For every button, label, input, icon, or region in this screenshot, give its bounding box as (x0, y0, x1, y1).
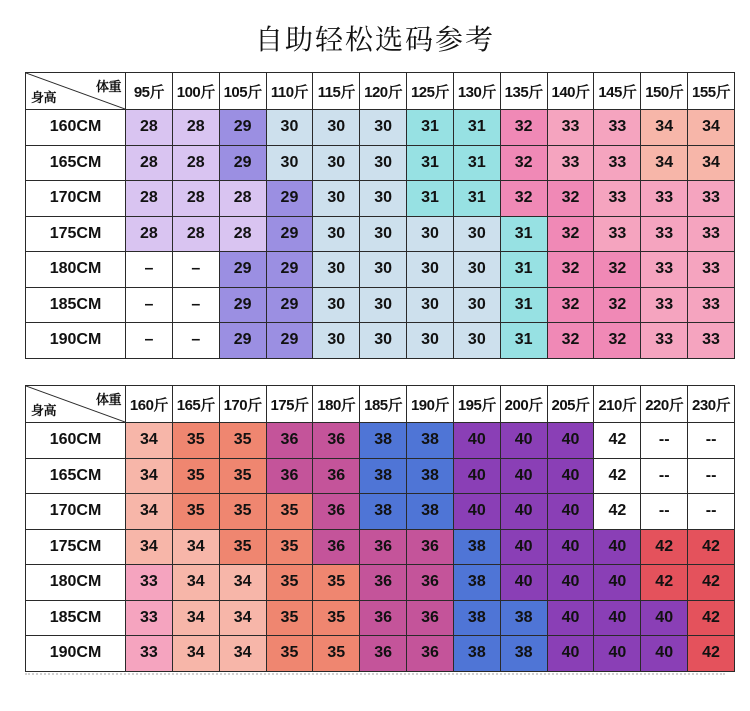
size-cell: 33 (126, 636, 173, 672)
size-cell: – (172, 252, 219, 288)
size-cell: 40 (547, 423, 594, 459)
size-cell: 33 (594, 181, 641, 217)
size-cell: 38 (453, 636, 500, 672)
size-cell: 40 (547, 529, 594, 565)
size-cell: 34 (126, 494, 173, 530)
table-row (26, 600, 735, 636)
size-cell: 30 (313, 323, 360, 359)
size-cell: 28 (126, 216, 173, 252)
size-cell: 36 (313, 458, 360, 494)
size-cell: 32 (594, 252, 641, 288)
weight-column-header: 210斤 (594, 386, 641, 423)
weight-column-header: 130斤 (453, 73, 500, 110)
size-cell: 28 (219, 216, 266, 252)
height-row-header: 175CM (26, 216, 126, 252)
weight-column-header: 125斤 (407, 73, 454, 110)
size-cell: 36 (313, 423, 360, 459)
table-row (26, 323, 735, 359)
size-cell: 33 (547, 145, 594, 181)
size-cell: 42 (688, 600, 735, 636)
size-cell: 36 (407, 600, 454, 636)
size-cell: 31 (500, 216, 547, 252)
size-cell: 40 (547, 600, 594, 636)
size-cell: 30 (453, 252, 500, 288)
size-cell: 36 (360, 529, 407, 565)
size-cell: 29 (266, 252, 313, 288)
size-cell: 30 (313, 110, 360, 146)
height-row-header: 180CM (26, 565, 126, 601)
size-cell: 31 (407, 181, 454, 217)
size-cell: 42 (641, 529, 688, 565)
corner-label-weight: 体重 (95, 79, 121, 94)
size-cell: 38 (360, 494, 407, 530)
weight-column-header: 105斤 (219, 73, 266, 110)
size-cell: 30 (360, 181, 407, 217)
weight-column-header: 205斤 (547, 386, 594, 423)
size-cell: 32 (547, 323, 594, 359)
size-cell: 40 (594, 636, 641, 672)
corner-cell (26, 73, 126, 110)
size-cell: 34 (219, 565, 266, 601)
size-cell: 28 (172, 216, 219, 252)
size-cell: 33 (688, 323, 735, 359)
height-row-header: 170CM (26, 181, 126, 217)
height-row-header: 180CM (26, 252, 126, 288)
size-cell: 29 (266, 287, 313, 323)
size-cell: 35 (172, 458, 219, 494)
corner-label-weight: 体重 (95, 392, 121, 407)
size-cell: 35 (172, 423, 219, 459)
size-cell: 33 (641, 287, 688, 323)
size-cell: 38 (407, 494, 454, 530)
weight-column-header: 110斤 (266, 73, 313, 110)
size-cell: 33 (594, 145, 641, 181)
weight-column-header: 95斤 (126, 73, 173, 110)
size-cell: 36 (360, 600, 407, 636)
size-cell: 34 (126, 423, 173, 459)
size-cell: 32 (500, 145, 547, 181)
size-cell: 33 (594, 110, 641, 146)
size-cell: 32 (594, 287, 641, 323)
size-cell: – (172, 287, 219, 323)
size-cell: 34 (641, 145, 688, 181)
height-row-header: 190CM (26, 636, 126, 672)
size-cell: 34 (126, 529, 173, 565)
weight-column-header: 150斤 (641, 73, 688, 110)
size-cell: 40 (453, 494, 500, 530)
size-cell: 35 (219, 494, 266, 530)
size-cell: 40 (641, 600, 688, 636)
size-cell: – (126, 252, 173, 288)
size-cell: -- (688, 423, 735, 459)
size-cell: 33 (641, 181, 688, 217)
size-cell: 29 (266, 181, 313, 217)
size-cell: 30 (266, 110, 313, 146)
size-cell: 34 (219, 636, 266, 672)
size-cell: 29 (219, 145, 266, 181)
weight-column-header: 155斤 (688, 73, 735, 110)
size-cell: 29 (219, 287, 266, 323)
size-cell: 40 (547, 494, 594, 530)
size-cell: 30 (360, 110, 407, 146)
size-cell: -- (641, 458, 688, 494)
size-cell: 35 (313, 565, 360, 601)
size-cell: 35 (172, 494, 219, 530)
size-cell: -- (688, 458, 735, 494)
size-cell: 30 (313, 145, 360, 181)
size-cell: -- (641, 423, 688, 459)
weight-column-header: 135斤 (500, 73, 547, 110)
size-cell: 33 (688, 287, 735, 323)
size-cell: 38 (453, 529, 500, 565)
table-row (26, 252, 735, 288)
size-cell: 34 (641, 110, 688, 146)
size-cell: 42 (688, 565, 735, 601)
size-cell: 38 (453, 600, 500, 636)
size-cell: 40 (547, 636, 594, 672)
page-title: 自助轻松选码参考 (254, 23, 495, 56)
size-cell: 40 (453, 423, 500, 459)
size-cell: 32 (547, 252, 594, 288)
size-cell: 32 (547, 287, 594, 323)
weight-column-header: 180斤 (313, 386, 360, 423)
size-cell: 34 (688, 110, 735, 146)
size-cell: 35 (266, 529, 313, 565)
table-row (26, 216, 735, 252)
size-cell: 30 (266, 145, 313, 181)
size-cell: 28 (126, 110, 173, 146)
table-row (26, 181, 735, 217)
size-cell: 29 (219, 323, 266, 359)
table-row (26, 636, 735, 672)
corner-label-height: 身高 (31, 403, 57, 418)
table-row (26, 423, 735, 459)
table-header-row (26, 73, 735, 110)
size-cell: 42 (641, 565, 688, 601)
size-cell: 30 (360, 287, 407, 323)
size-cell: 40 (641, 636, 688, 672)
size-cell: 30 (313, 287, 360, 323)
size-cell: 30 (313, 216, 360, 252)
size-cell: 40 (547, 458, 594, 494)
size-cell: 28 (219, 181, 266, 217)
size-cell: 32 (547, 216, 594, 252)
corner-cell (26, 386, 126, 423)
size-cell: -- (641, 494, 688, 530)
table-row (26, 145, 735, 181)
size-cell: 31 (500, 287, 547, 323)
height-row-header: 165CM (26, 145, 126, 181)
size-cell: 38 (500, 600, 547, 636)
size-cell: 35 (219, 529, 266, 565)
size-cell: 34 (219, 600, 266, 636)
size-cell: 29 (266, 323, 313, 359)
size-cell: 33 (594, 216, 641, 252)
size-cell: 29 (219, 110, 266, 146)
size-cell: 33 (688, 252, 735, 288)
size-cell: 36 (407, 565, 454, 601)
size-cell: 30 (313, 181, 360, 217)
height-row-header: 185CM (26, 287, 126, 323)
size-cell: 28 (172, 145, 219, 181)
weight-column-header: 190斤 (407, 386, 454, 423)
size-cell: 40 (547, 565, 594, 601)
weight-column-header: 230斤 (688, 386, 735, 423)
size-cell: 40 (594, 529, 641, 565)
size-cell: 35 (266, 494, 313, 530)
size-cell: 30 (360, 216, 407, 252)
size-cell: 40 (453, 458, 500, 494)
weight-column-header: 170斤 (219, 386, 266, 423)
size-cell: 33 (126, 565, 173, 601)
size-cell: 42 (594, 423, 641, 459)
size-cell: 28 (172, 181, 219, 217)
size-cell: 40 (594, 565, 641, 601)
size-cell: 34 (172, 565, 219, 601)
table-row (26, 565, 735, 601)
table-row (26, 529, 735, 565)
size-cell: 33 (126, 600, 173, 636)
height-row-header: 185CM (26, 600, 126, 636)
size-cell: 30 (453, 216, 500, 252)
size-cell: 35 (266, 636, 313, 672)
size-cell: 40 (500, 423, 547, 459)
size-cell: 31 (407, 145, 454, 181)
weight-column-header: 175斤 (266, 386, 313, 423)
size-cell: 34 (172, 636, 219, 672)
size-cell: 30 (407, 323, 454, 359)
size-cell: 36 (407, 529, 454, 565)
size-cell: 28 (126, 181, 173, 217)
size-cell: 36 (360, 565, 407, 601)
height-row-header: 170CM (26, 494, 126, 530)
table-row (26, 287, 735, 323)
size-cell: 32 (500, 110, 547, 146)
size-cell: 28 (126, 145, 173, 181)
size-cell: 42 (688, 636, 735, 672)
size-cell: -- (688, 494, 735, 530)
size-chart-table-2 (25, 385, 735, 672)
size-cell: 29 (266, 216, 313, 252)
size-cell: 40 (500, 529, 547, 565)
cropped-footer-strip (25, 673, 725, 679)
size-cell: 34 (688, 145, 735, 181)
size-cell: 34 (172, 529, 219, 565)
size-cell: 38 (500, 636, 547, 672)
size-cell: – (126, 287, 173, 323)
size-cell: 30 (407, 287, 454, 323)
size-cell: 33 (641, 323, 688, 359)
size-cell: 35 (266, 600, 313, 636)
size-cell: 28 (172, 110, 219, 146)
size-chart-table-1 (25, 72, 735, 359)
weight-column-header: 195斤 (453, 386, 500, 423)
weight-column-header: 120斤 (360, 73, 407, 110)
size-cell: 32 (594, 323, 641, 359)
table-row (26, 494, 735, 530)
height-row-header: 165CM (26, 458, 126, 494)
size-cell: 31 (500, 323, 547, 359)
size-cell: 36 (313, 529, 360, 565)
size-cell: 33 (547, 110, 594, 146)
weight-column-header: 115斤 (313, 73, 360, 110)
size-cell: 31 (453, 110, 500, 146)
size-cell: 30 (407, 252, 454, 288)
size-cell: 35 (313, 636, 360, 672)
height-row-header: 160CM (26, 423, 126, 459)
table-row (26, 110, 735, 146)
table-header-row (26, 386, 735, 423)
size-cell: 38 (407, 458, 454, 494)
table-row (26, 458, 735, 494)
size-cell: 36 (266, 458, 313, 494)
size-cell: 35 (219, 458, 266, 494)
size-cell: 31 (453, 181, 500, 217)
size-cell: 32 (547, 181, 594, 217)
size-cell: 31 (500, 252, 547, 288)
size-cell: 38 (360, 423, 407, 459)
weight-column-header: 160斤 (126, 386, 173, 423)
size-cell: 38 (453, 565, 500, 601)
size-cell: 33 (688, 216, 735, 252)
weight-column-header: 140斤 (547, 73, 594, 110)
size-cell: 35 (313, 600, 360, 636)
size-cell: 33 (641, 252, 688, 288)
size-cell: 38 (407, 423, 454, 459)
size-cell: – (126, 323, 173, 359)
size-cell: 32 (500, 181, 547, 217)
size-cell: 31 (453, 145, 500, 181)
size-cell: 36 (407, 636, 454, 672)
size-cell: 40 (500, 494, 547, 530)
weight-column-header: 185斤 (360, 386, 407, 423)
size-cell: 36 (266, 423, 313, 459)
size-cell: 40 (500, 565, 547, 601)
height-row-header: 160CM (26, 110, 126, 146)
size-cell: 40 (500, 458, 547, 494)
size-cell: 38 (360, 458, 407, 494)
size-cell: 40 (594, 600, 641, 636)
size-cell: 30 (453, 323, 500, 359)
size-cell: 31 (407, 110, 454, 146)
weight-column-header: 200斤 (500, 386, 547, 423)
size-cell: 34 (172, 600, 219, 636)
size-cell: 30 (360, 145, 407, 181)
size-cell: 34 (126, 458, 173, 494)
weight-column-header: 165斤 (172, 386, 219, 423)
weight-column-header: 100斤 (172, 73, 219, 110)
height-row-header: 190CM (26, 323, 126, 359)
size-cell: 35 (219, 423, 266, 459)
size-cell: 42 (594, 458, 641, 494)
size-cell: – (172, 323, 219, 359)
size-cell: 33 (641, 216, 688, 252)
size-cell: 30 (313, 252, 360, 288)
size-cell: 35 (266, 565, 313, 601)
weight-column-header: 145斤 (594, 73, 641, 110)
size-cell: 30 (360, 323, 407, 359)
size-cell: 36 (313, 494, 360, 530)
size-cell: 30 (360, 252, 407, 288)
corner-label-height: 身高 (31, 90, 57, 105)
size-cell: 36 (360, 636, 407, 672)
size-cell: 30 (453, 287, 500, 323)
weight-column-header: 220斤 (641, 386, 688, 423)
size-cell: 30 (407, 216, 454, 252)
size-cell: 42 (594, 494, 641, 530)
height-row-header: 175CM (26, 529, 126, 565)
size-cell: 33 (688, 181, 735, 217)
size-cell: 29 (219, 252, 266, 288)
size-cell: 42 (688, 529, 735, 565)
